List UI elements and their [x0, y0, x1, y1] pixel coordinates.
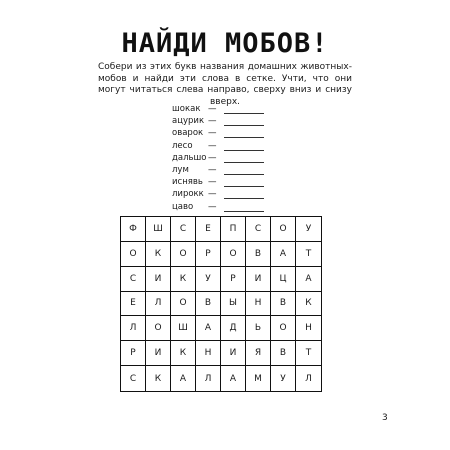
grid-cell: М [246, 366, 271, 391]
grid-cell: Н [296, 316, 321, 341]
grid-cell: Д [221, 316, 246, 341]
grid-cell: Т [296, 341, 321, 366]
clue-dash: — [208, 164, 217, 175]
clue-item [172, 189, 282, 201]
grid-cell: Л [305, 373, 312, 384]
clue-word: иснявь [172, 177, 203, 188]
clue-dash: — [208, 152, 217, 163]
answer-blank [224, 162, 264, 163]
grid-cell: О [271, 217, 296, 242]
grid-cell: К [296, 292, 321, 317]
clue-word: лирокк [172, 189, 204, 200]
grid-cell: С [121, 366, 146, 391]
clue-dash: — [208, 177, 217, 188]
grid-cell: В [246, 242, 271, 267]
clue-item [172, 116, 282, 128]
instructions-text: Собери из этих букв названия домашних животных-мобов и найди эти слова в сетке. Учти, что они могут читаться слева направо, сверху вниз и снизу вверх. [98, 62, 352, 107]
grid-cell: Н [196, 341, 221, 366]
grid-cell: Я [246, 341, 271, 366]
grid-cell: Ш [171, 316, 196, 341]
grid-cell: К [146, 242, 171, 267]
answer-blank [224, 113, 264, 114]
grid-cell: Н [246, 292, 271, 317]
clue-item [172, 177, 282, 189]
clue-item [172, 141, 282, 153]
grid-cell: Р [196, 242, 221, 267]
grid-cell: А [296, 267, 321, 292]
grid-cell: О [146, 316, 171, 341]
grid-cell: Е [121, 292, 146, 317]
grid-cell: О [221, 242, 246, 267]
grid-cell: Р [221, 267, 246, 292]
clue-dash: — [208, 128, 217, 139]
grid-cell: Ц [271, 267, 296, 292]
grid-cell: Т [296, 242, 321, 267]
clue-dash: — [208, 140, 217, 151]
clue-item [172, 202, 282, 214]
clue-dash: — [208, 189, 217, 200]
clue-list [172, 104, 282, 214]
grid-cell: У [271, 366, 296, 391]
grid-cell: В [271, 292, 296, 317]
clue-item [172, 128, 282, 140]
grid-cell: О [121, 242, 146, 267]
grid-cell: С [171, 217, 196, 242]
grid-cell: П [221, 217, 246, 242]
answer-blank [224, 125, 264, 126]
grid-cell: А [196, 316, 221, 341]
grid-cell: А [271, 242, 296, 267]
clue-word: лум [172, 164, 189, 175]
grid-cell: Ш [146, 217, 171, 242]
grid-cell: С [121, 267, 146, 292]
answer-blank [224, 150, 264, 151]
clue-dash: — [208, 104, 217, 114]
grid-cell: Р [121, 341, 146, 366]
grid-cell: И [146, 341, 171, 366]
clue-word: шокак [172, 104, 201, 114]
grid-cell: У [296, 217, 321, 242]
grid-cell: В [271, 341, 296, 366]
grid-cell: Л [196, 366, 221, 391]
clue-word: ацурик [172, 116, 205, 127]
grid-cell: У [196, 267, 221, 292]
grid-cell: В [196, 292, 221, 317]
grid-cell: Ь [246, 316, 271, 341]
grid-cell: Е [196, 217, 221, 242]
clue-item [172, 165, 282, 177]
answer-blank [224, 211, 264, 212]
grid-cell: Л [146, 292, 171, 317]
grid-cell: А [171, 366, 196, 391]
clue-word: цаво [172, 201, 194, 212]
page-number: 3 [382, 413, 388, 423]
grid-cell: К [146, 366, 171, 391]
answer-blank [224, 137, 264, 138]
clue-word: лесо [172, 140, 193, 151]
clue-dash: — [208, 116, 217, 127]
clue-dash: — [208, 201, 217, 212]
grid-cell: К [171, 341, 196, 366]
grid-cell: С [246, 217, 271, 242]
grid-cell: И [221, 341, 246, 366]
grid-cell: И [146, 267, 171, 292]
grid-cell: И [246, 267, 271, 292]
grid-cell: О [171, 242, 196, 267]
answer-blank [224, 174, 264, 175]
grid-cell: Ы [221, 292, 246, 317]
clue-item [172, 104, 282, 116]
grid-cell: О [271, 316, 296, 341]
grid-cell: К [171, 267, 196, 292]
answer-blank [224, 186, 264, 187]
clue-word: оварок [172, 128, 204, 139]
grid-cell: Л [121, 316, 146, 341]
grid-cell: Ф [121, 217, 146, 242]
clue-word: дальшо [172, 152, 207, 163]
grid-cell: А [221, 366, 246, 391]
grid-cell: О [171, 292, 196, 317]
answer-blank [224, 198, 264, 199]
word-search-grid [120, 216, 322, 392]
page-title: НАЙДИ МОБОВ! [121, 28, 329, 59]
clue-item [172, 153, 282, 165]
